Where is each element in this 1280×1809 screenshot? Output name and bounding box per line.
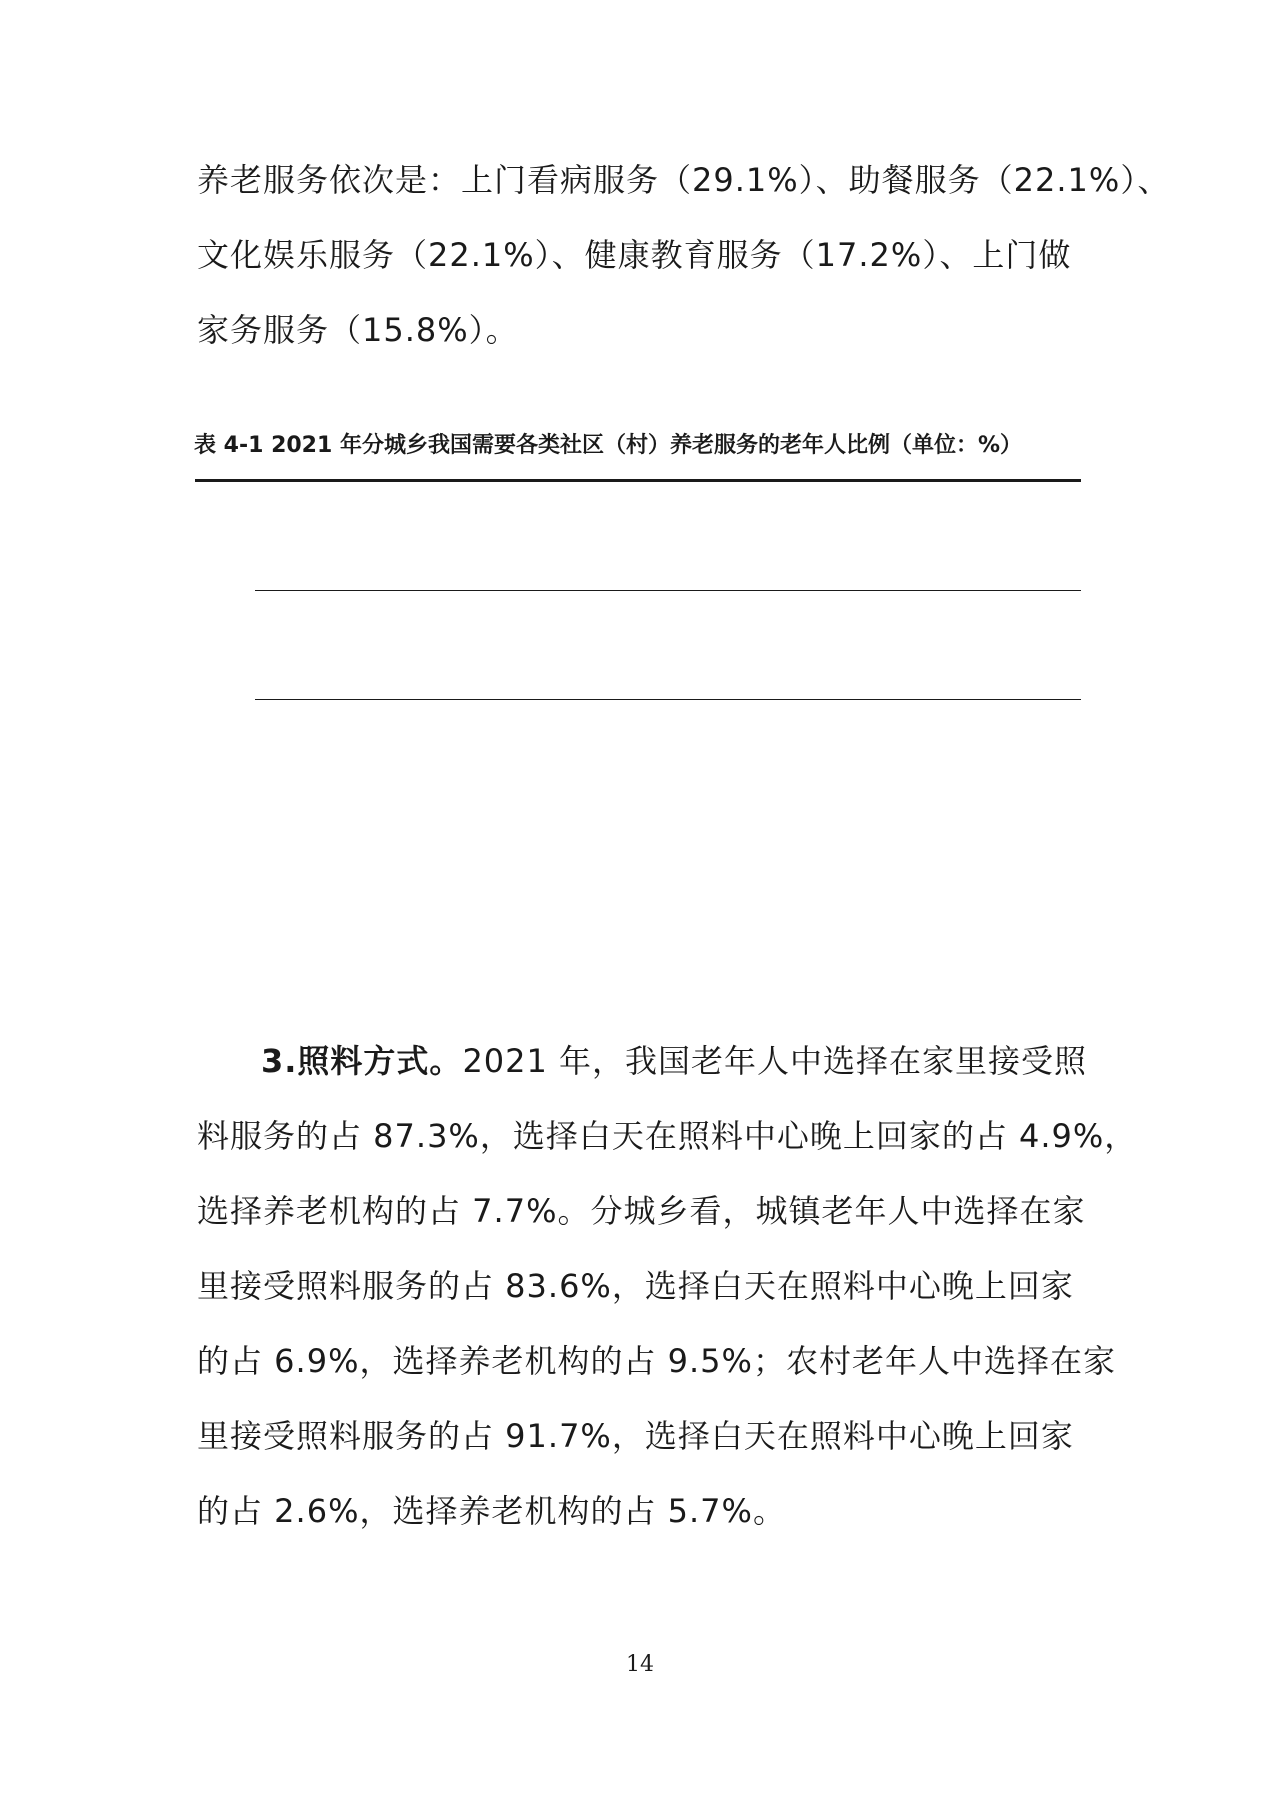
intro-line: 文化娱乐服务（22.1%）、健康教育服务（17.2%）、上门做 <box>197 236 1072 274</box>
column-header <box>373 481 491 591</box>
section-heading: 3.照料方式。 <box>261 1042 463 1080</box>
column-header <box>727 481 845 591</box>
column-header <box>727 591 845 700</box>
column-header <box>373 591 491 700</box>
column-header <box>255 591 373 700</box>
intro-line: 家务服务（15.8%）。 <box>197 311 519 349</box>
column-header <box>963 481 1081 591</box>
table-caption: 表 4-1 2021 年分城乡我国需要各类社区（村）养老服务的老年人比例（单位：%） <box>194 433 1022 458</box>
section-first-line: 2021 年，我国老年人中选择在家里接受照 <box>462 1042 1088 1080</box>
intro-paragraph <box>197 143 1171 368</box>
care-mode-line: 选择养老机构的占 7.7%。分城乡看，城镇老年人中选择在家 <box>197 1192 1086 1230</box>
care-mode-line: 里接受照料服务的占 91.7%，选择白天在照料中心晚上回家 <box>197 1417 1074 1455</box>
care-mode-paragraph <box>197 1024 1138 1549</box>
column-header <box>491 591 609 700</box>
table-header-row <box>195 591 1081 700</box>
elderly-service-table <box>195 479 1081 700</box>
table-header-row <box>195 481 1081 591</box>
table-corner <box>195 591 255 700</box>
intro-line: 养老服务依次是：上门看病服务（29.1%）、助餐服务（22.1%）、 <box>197 161 1171 199</box>
page-number: 14 <box>626 1652 654 1677</box>
care-mode-line: 的占 6.9%，选择养老机构的占 9.5%；农村老年人中选择在家 <box>197 1342 1116 1380</box>
column-header <box>609 591 727 700</box>
care-mode-line: 里接受照料服务的占 83.6%，选择白天在照料中心晚上回家 <box>197 1267 1074 1305</box>
column-header <box>963 591 1081 700</box>
column-header <box>845 591 963 700</box>
care-mode-line <box>197 1024 1087 1099</box>
column-header <box>845 481 963 591</box>
care-mode-line: 料服务的占 87.3%，选择白天在照料中心晚上回家的占 4.9%， <box>197 1117 1138 1155</box>
table-corner <box>195 481 255 591</box>
care-mode-line: 的占 2.6%，选择养老机构的占 5.7%。 <box>197 1492 786 1530</box>
column-header <box>255 481 373 591</box>
column-header <box>491 481 609 591</box>
column-header <box>609 481 727 591</box>
